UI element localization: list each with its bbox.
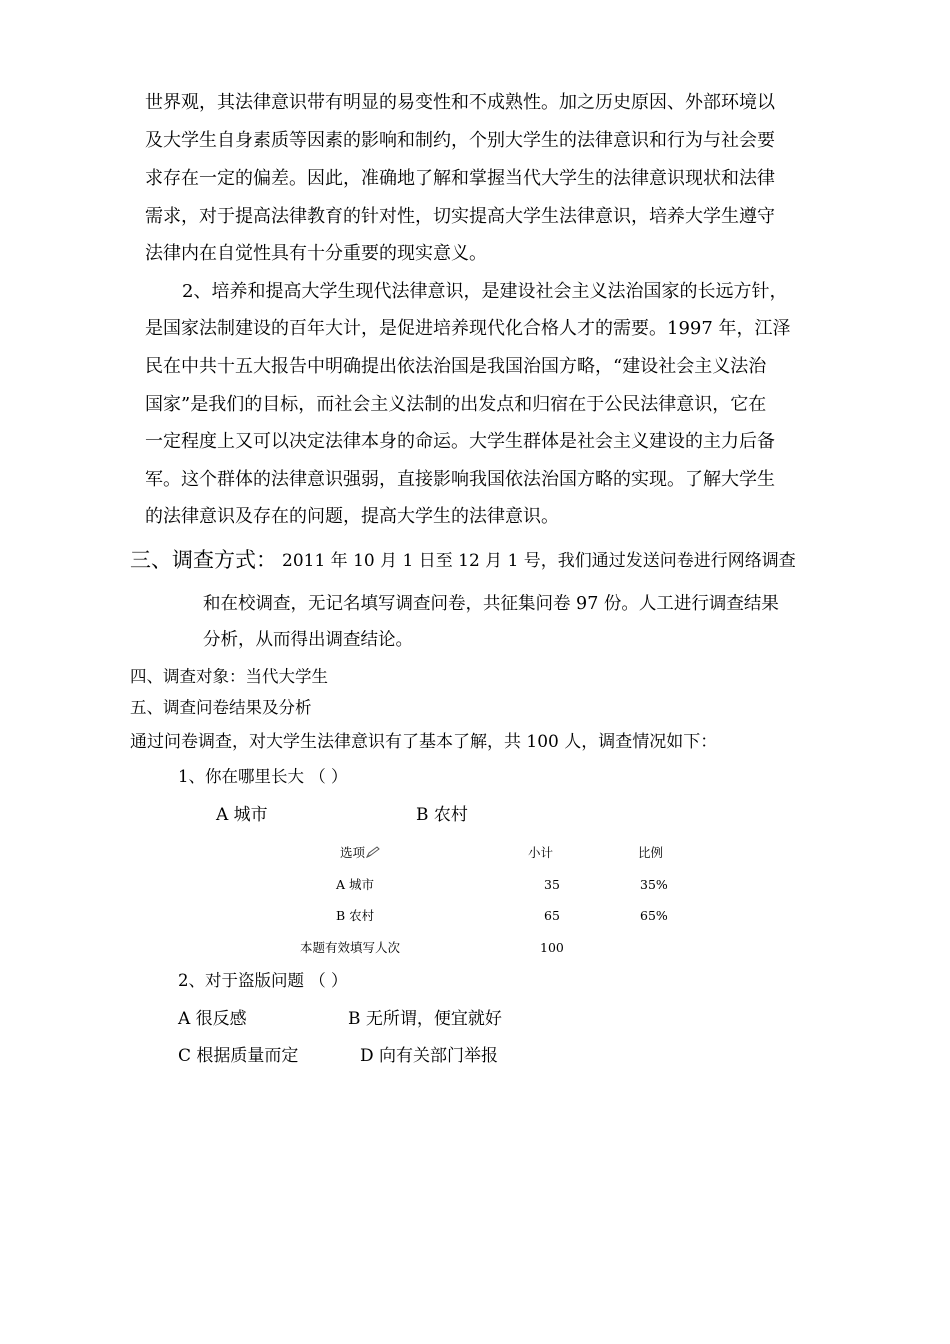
table-cell-option: B 农村 [336,908,375,923]
results-table [290,840,710,965]
section-heading: 三、调查方式： [130,548,277,572]
table-cell-count: 65 [544,908,560,923]
section-text-line: 2011 年 10 月 1 日至 12 月 1 号，我们通过发送问卷进行网络调查 [282,551,796,571]
question-title: 2、对于盗版问题 （ ） [178,971,348,990]
paragraph-line: 需求，对于提高法律教育的针对性，切实提高大学生法律意识，培养大学生遵守 [145,206,775,227]
table-cell-ratio: 65% [640,908,668,923]
paragraph-line: 世界观，其法律意识带有明显的易变性和不成熟性。加之历史原因、外部环境以 [145,92,775,113]
question-title: 1、你在哪里长大 （ ） [178,767,348,786]
option-a: A 很反感 [178,1009,247,1029]
option-a: A 城市 [216,805,268,825]
paragraph-line: 法律内在自觉性具有十分重要的现实意义。 [145,243,487,264]
section-survey-target: 四、调查对象：当代大学生 [130,667,328,686]
paragraph-line: 军。这个群体的法律意识强弱，直接影响我国依法治国方略的实现。了解大学生 [145,469,775,490]
paragraph-line: 国家”是我们的目标，而社会主义法制的出发点和归宿在于公民法律意识，它在 [145,394,767,415]
paragraph-line: 是国家法制建设的百年大计，是促进培养现代化合格人才的需要。1997 年，江泽 [145,318,791,339]
paragraph-line: 民在中共十五大报告中明确提出依法治国是我国治国方略，“建设社会主义法治 [145,356,767,377]
paragraph-line: 2、培养和提高大学生现代法律意识，是建设社会主义法治国家的长远方针， [182,281,788,302]
table-cell-count: 35 [544,877,560,892]
table-total-label: 本题有效填写人次 [300,940,401,955]
table-header-option [340,844,380,862]
option-d: D 向有关部门举报 [360,1046,499,1066]
table-cell-option: A 城市 [336,877,375,892]
paragraph-line: 求存在一定的偏差。因此，准确地了解和掌握当代大学生的法律意识现状和法律 [145,168,775,189]
table-header-label: 选项 [340,845,366,860]
option-b: B 无所谓，便宜就好 [348,1009,502,1029]
paragraph-line: 一定程度上又可以决定法律本身的命运。大学生群体是社会主义建设的主力后备 [145,431,775,452]
section-text-line: 和在校调查，无记名填写调查问卷，共征集问卷 97 份。人工进行调查结果 [203,594,779,614]
option-b: B 农村 [416,805,468,825]
table-header-ratio: 比例 [638,845,664,860]
paragraph-line: 及大学生自身素质等因素的影响和制约，个别大学生的法律意识和行为与社会要 [145,130,775,151]
table-cell-ratio: 35% [640,877,668,892]
section-text-line: 分析，从而得出调查结论。 [203,630,413,650]
paragraph-line: 的法律意识及存在的问题，提高大学生的法律意识。 [145,506,559,527]
pencil-icon [366,846,380,858]
option-c: C 根据质量而定 [178,1046,299,1066]
table-total-count: 100 [540,940,564,955]
table-header-count: 小计 [528,845,554,860]
results-intro: 通过问卷调查，对大学生法律意识有了基本了解，共 100 人，调查情况如下： [130,732,718,752]
section-results-heading: 五、调查问卷结果及分析 [130,698,312,717]
